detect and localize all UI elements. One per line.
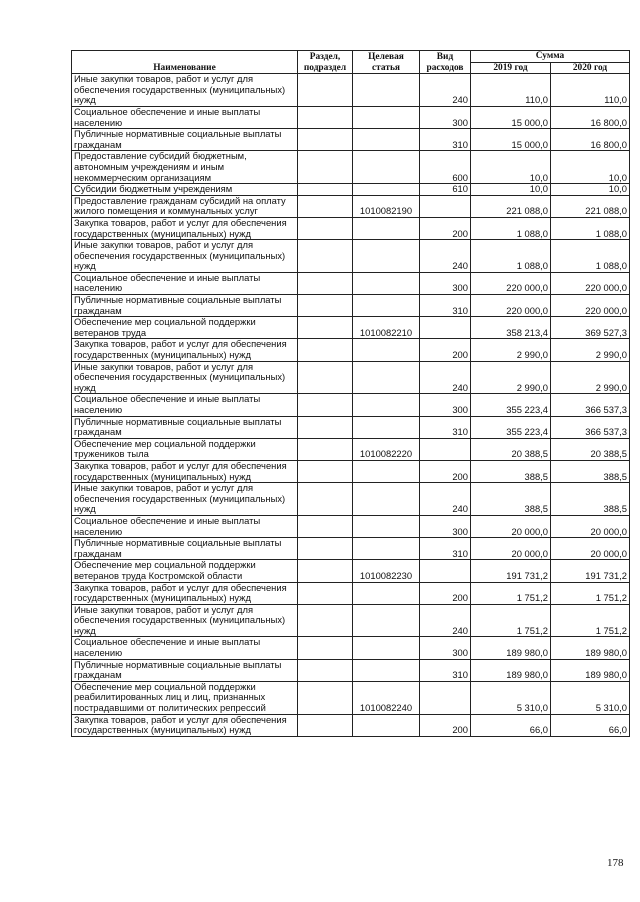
row-type: 200: [420, 460, 471, 482]
table-row: [72, 394, 630, 416]
row-2019: 388,5: [471, 460, 551, 482]
row-2020: 110,0: [551, 74, 630, 107]
row-name: Социальное обеспечение и иные выплаты населению: [72, 106, 298, 128]
row-2019: 388,5: [471, 483, 551, 516]
row-section: [298, 272, 353, 294]
table-row: [72, 106, 630, 128]
row-target: [353, 637, 420, 659]
row-2020: 66,0: [551, 714, 630, 736]
header-2019: 2019 год: [471, 62, 551, 74]
budget-table: [71, 50, 630, 737]
row-section: [298, 515, 353, 537]
row-2019: 358 213,4: [471, 317, 551, 339]
row-name: Предоставление гражданам субсидий на оплату жилого помещения и коммунальных услуг: [72, 195, 298, 217]
row-type: 300: [420, 637, 471, 659]
row-name: Публичные нормативные социальные выплаты гражданам: [72, 416, 298, 438]
row-section: [298, 483, 353, 516]
row-2020: 388,5: [551, 460, 630, 482]
row-2020: 1 088,0: [551, 240, 630, 273]
table-row: [72, 195, 630, 217]
row-target: [353, 272, 420, 294]
row-section: [298, 129, 353, 151]
row-name: Социальное обеспечение и иные выплаты населению: [72, 272, 298, 294]
header-type: Вид расходов: [420, 51, 471, 74]
row-2020: 221 088,0: [551, 195, 630, 217]
row-section: [298, 361, 353, 394]
row-name: Социальное обеспечение и иные выплаты населению: [72, 515, 298, 537]
row-name: Социальное обеспечение и иные выплаты населению: [72, 394, 298, 416]
row-2019: 1 088,0: [471, 240, 551, 273]
row-section: [298, 714, 353, 736]
table-row: [72, 714, 630, 736]
table-row: [72, 604, 630, 637]
row-type: 200: [420, 714, 471, 736]
row-2020: 1 088,0: [551, 217, 630, 239]
row-type: 240: [420, 604, 471, 637]
row-type: 200: [420, 582, 471, 604]
row-target: [353, 394, 420, 416]
row-name: Закупка товаров, работ и услуг для обеспечения государственных (муниципальных) нужд: [72, 714, 298, 736]
table-row: [72, 438, 630, 460]
row-2019: 15 000,0: [471, 106, 551, 128]
row-type: 240: [420, 483, 471, 516]
table-row: [72, 129, 630, 151]
header-sum: Сумма: [471, 51, 630, 63]
table-row: [72, 240, 630, 273]
row-type: 310: [420, 295, 471, 317]
row-type: [420, 438, 471, 460]
row-section: [298, 681, 353, 714]
row-name: Закупка товаров, работ и услуг для обеспечения государственных (муниципальных) нужд: [72, 217, 298, 239]
row-2020: 189 980,0: [551, 659, 630, 681]
row-name: Обеспечение мер социальной поддержки тружеников тыла: [72, 438, 298, 460]
header-section: Раздел, подраздел: [298, 51, 353, 74]
row-type: 240: [420, 361, 471, 394]
table-row: [72, 74, 630, 107]
row-name: Предоставление субсидий бюджетным, автономным учреждениям и иным некоммерческим организациям: [72, 151, 298, 184]
row-section: [298, 582, 353, 604]
table-row: [72, 681, 630, 714]
row-2020: 1 751,2: [551, 604, 630, 637]
row-name: Иные закупки товаров, работ и услуг для обеспечения государственных (муниципальных) нужд: [72, 361, 298, 394]
row-target: [353, 295, 420, 317]
row-2020: 2 990,0: [551, 361, 630, 394]
row-target: [353, 714, 420, 736]
row-2020: 366 537,3: [551, 416, 630, 438]
row-target: 1010082220: [353, 438, 420, 460]
row-section: [298, 195, 353, 217]
row-2020: 191 731,2: [551, 560, 630, 582]
row-2020: 10,0: [551, 151, 630, 184]
row-type: 300: [420, 106, 471, 128]
row-type: [420, 560, 471, 582]
table-row: [72, 339, 630, 361]
row-target: [353, 582, 420, 604]
row-2019: 2 990,0: [471, 361, 551, 394]
row-section: [298, 217, 353, 239]
row-type: 600: [420, 151, 471, 184]
row-target: [353, 460, 420, 482]
row-2020: 220 000,0: [551, 272, 630, 294]
row-type: 300: [420, 272, 471, 294]
row-target: [353, 129, 420, 151]
row-2020: 16 800,0: [551, 129, 630, 151]
row-type: 240: [420, 240, 471, 273]
row-section: [298, 538, 353, 560]
row-2019: 110,0: [471, 74, 551, 107]
row-2019: 5 310,0: [471, 681, 551, 714]
row-name: Иные закупки товаров, работ и услуг для обеспечения государственных (муниципальных) нужд: [72, 604, 298, 637]
table-row: [72, 217, 630, 239]
table-row: [72, 659, 630, 681]
row-name: Иные закупки товаров, работ и услуг для обеспечения государственных (муниципальных) нужд: [72, 74, 298, 107]
row-name: Иные закупки товаров, работ и услуг для обеспечения государственных (муниципальных) нужд: [72, 483, 298, 516]
row-section: [298, 637, 353, 659]
row-2020: 20 388,5: [551, 438, 630, 460]
row-type: 200: [420, 339, 471, 361]
table-row: [72, 515, 630, 537]
row-section: [298, 151, 353, 184]
row-target: [353, 361, 420, 394]
row-name: Иные закупки товаров, работ и услуг для обеспечения государственных (муниципальных) нужд: [72, 240, 298, 273]
row-2020: 10,0: [551, 184, 630, 196]
row-target: [353, 538, 420, 560]
table-row: [72, 317, 630, 339]
row-2019: 191 731,2: [471, 560, 551, 582]
row-section: [298, 240, 353, 273]
row-target: [353, 240, 420, 273]
row-2019: 355 223,4: [471, 394, 551, 416]
row-section: [298, 339, 353, 361]
row-name: Закупка товаров, работ и услуг для обеспечения государственных (муниципальных) нужд: [72, 460, 298, 482]
row-2020: 369 527,3: [551, 317, 630, 339]
row-target: [353, 483, 420, 516]
row-name: Обеспечение мер социальной поддержки ветеранов труда: [72, 317, 298, 339]
table-header-row: [72, 51, 630, 63]
row-type: 200: [420, 217, 471, 239]
row-2019: 220 000,0: [471, 272, 551, 294]
table-row: [72, 637, 630, 659]
row-target: [353, 339, 420, 361]
row-type: [420, 195, 471, 217]
table-row: [72, 483, 630, 516]
row-type: [420, 681, 471, 714]
row-section: [298, 295, 353, 317]
table-row: [72, 416, 630, 438]
row-target: [353, 515, 420, 537]
header-target: Целевая статья: [353, 51, 420, 74]
header-name: Наименование: [72, 51, 298, 74]
row-name: Обеспечение мер социальной поддержки реабилитированных лиц и лиц, признанных пострадавшими от политических репрессий: [72, 681, 298, 714]
row-target: [353, 106, 420, 128]
table-row: [72, 184, 630, 196]
row-target: [353, 604, 420, 637]
row-type: [420, 317, 471, 339]
page-number: 178: [607, 857, 624, 869]
row-2019: 10,0: [471, 184, 551, 196]
row-2020: 16 800,0: [551, 106, 630, 128]
row-target: [353, 416, 420, 438]
table-row: [72, 460, 630, 482]
row-type: 300: [420, 515, 471, 537]
row-2020: 220 000,0: [551, 295, 630, 317]
row-section: [298, 317, 353, 339]
row-name: Публичные нормативные социальные выплаты гражданам: [72, 659, 298, 681]
row-section: [298, 659, 353, 681]
row-section: [298, 460, 353, 482]
row-type: 300: [420, 394, 471, 416]
table-row: [72, 582, 630, 604]
row-name: Публичные нормативные социальные выплаты гражданам: [72, 295, 298, 317]
table-row: [72, 538, 630, 560]
row-target: [353, 659, 420, 681]
row-section: [298, 416, 353, 438]
row-target: [353, 74, 420, 107]
row-name: Закупка товаров, работ и услуг для обеспечения государственных (муниципальных) нужд: [72, 339, 298, 361]
row-section: [298, 106, 353, 128]
row-target: 1010082210: [353, 317, 420, 339]
row-type: 310: [420, 659, 471, 681]
row-2020: 366 537,3: [551, 394, 630, 416]
row-section: [298, 438, 353, 460]
row-2019: 1 751,2: [471, 604, 551, 637]
row-target: [353, 217, 420, 239]
row-2020: 388,5: [551, 483, 630, 516]
row-section: [298, 394, 353, 416]
table-body: [72, 74, 630, 737]
row-2019: 220 000,0: [471, 295, 551, 317]
row-2019: 20 000,0: [471, 538, 551, 560]
row-2020: 1 751,2: [551, 582, 630, 604]
row-2019: 15 000,0: [471, 129, 551, 151]
row-type: 310: [420, 129, 471, 151]
row-target: 1010082190: [353, 195, 420, 217]
row-2020: 5 310,0: [551, 681, 630, 714]
row-2019: 66,0: [471, 714, 551, 736]
row-2019: 221 088,0: [471, 195, 551, 217]
table-row: [72, 272, 630, 294]
table-row: [72, 151, 630, 184]
row-2019: 20 000,0: [471, 515, 551, 537]
row-type: 310: [420, 416, 471, 438]
row-target: [353, 184, 420, 196]
row-2020: 2 990,0: [551, 339, 630, 361]
row-2020: 20 000,0: [551, 515, 630, 537]
row-type: 610: [420, 184, 471, 196]
row-2019: 2 990,0: [471, 339, 551, 361]
row-target: [353, 151, 420, 184]
row-2019: 1 751,2: [471, 582, 551, 604]
row-type: 240: [420, 74, 471, 107]
row-target: 1010082230: [353, 560, 420, 582]
row-2019: 20 388,5: [471, 438, 551, 460]
table-row: [72, 560, 630, 582]
row-name: Закупка товаров, работ и услуг для обеспечения государственных (муниципальных) нужд: [72, 582, 298, 604]
row-2020: 189 980,0: [551, 637, 630, 659]
table-row: [72, 295, 630, 317]
row-type: 310: [420, 538, 471, 560]
row-section: [298, 74, 353, 107]
row-2019: 189 980,0: [471, 659, 551, 681]
row-name: Социальное обеспечение и иные выплаты населению: [72, 637, 298, 659]
table-row: [72, 361, 630, 394]
row-section: [298, 560, 353, 582]
row-2019: 189 980,0: [471, 637, 551, 659]
row-2019: 1 088,0: [471, 217, 551, 239]
row-name: Обеспечение мер социальной поддержки ветеранов труда Костромской области: [72, 560, 298, 582]
header-2020: 2020 год: [551, 62, 630, 74]
row-2019: 355 223,4: [471, 416, 551, 438]
row-section: [298, 604, 353, 637]
row-name: Субсидии бюджетным учреждениям: [72, 184, 298, 196]
row-target: 1010082240: [353, 681, 420, 714]
row-section: [298, 184, 353, 196]
row-name: Публичные нормативные социальные выплаты гражданам: [72, 129, 298, 151]
row-2019: 10,0: [471, 151, 551, 184]
row-2020: 20 000,0: [551, 538, 630, 560]
row-name: Публичные нормативные социальные выплаты гражданам: [72, 538, 298, 560]
